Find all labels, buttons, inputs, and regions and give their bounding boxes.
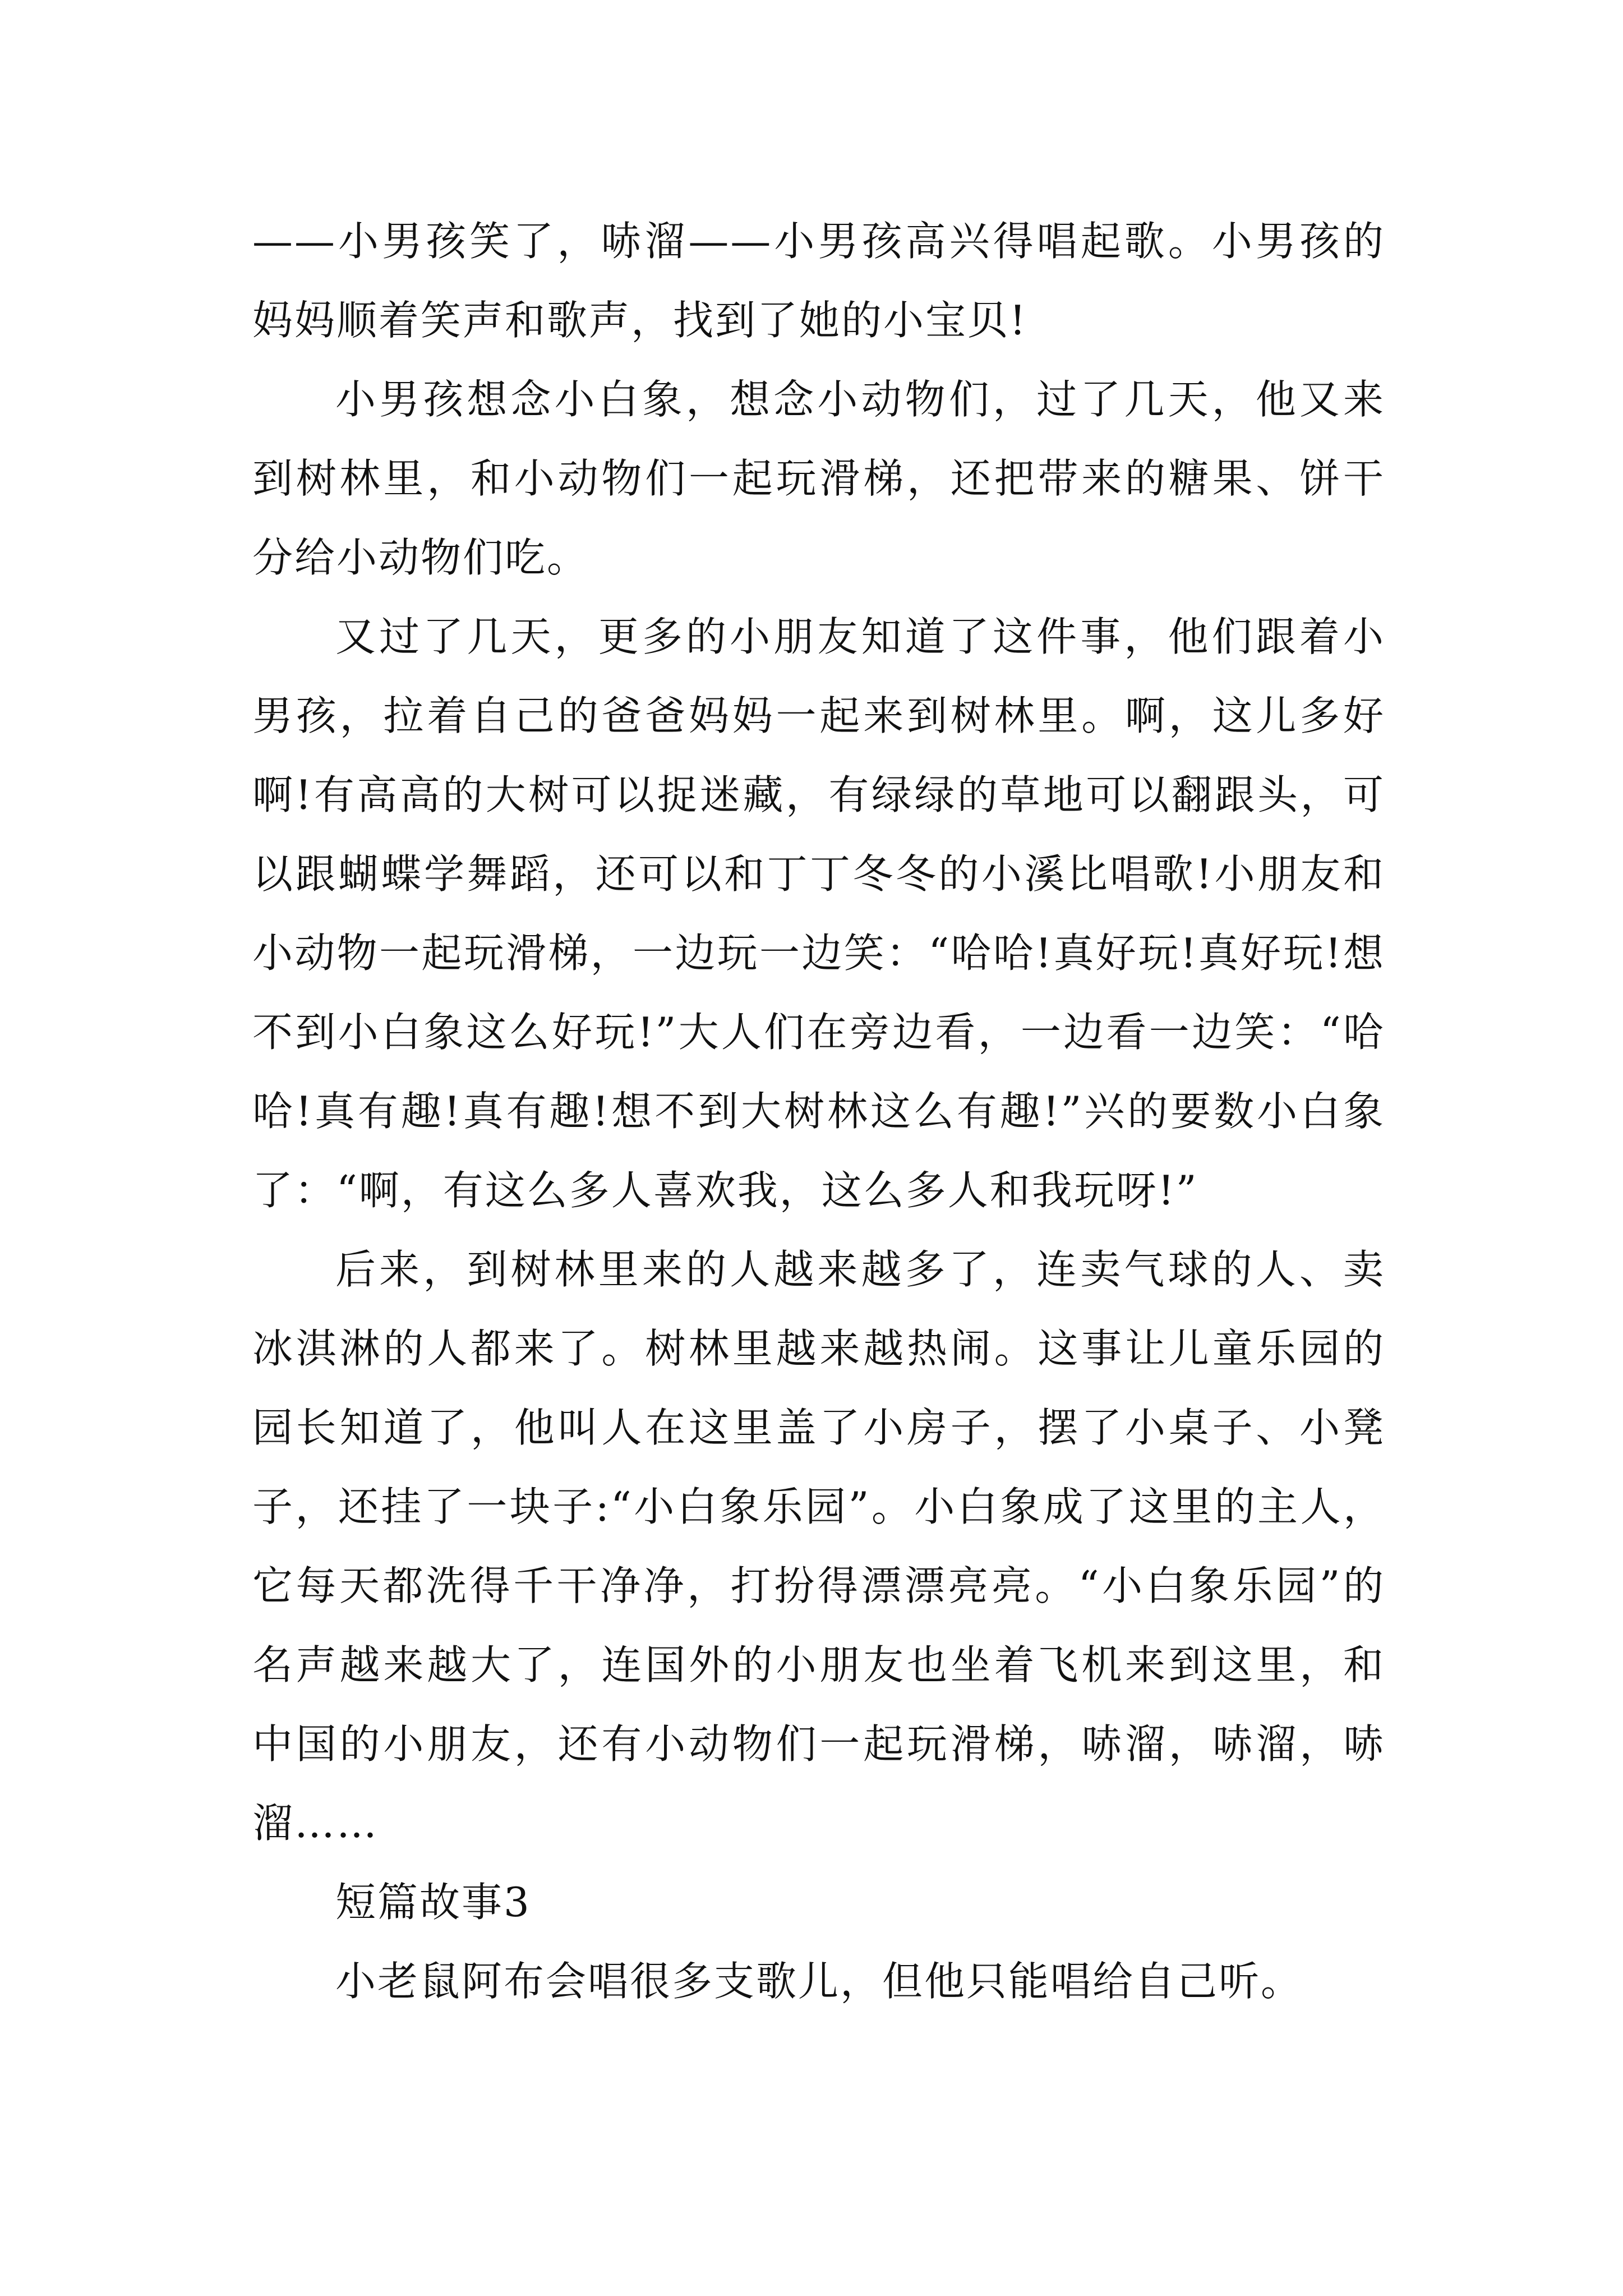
paragraph-4: 后来，到树林里来的人越来越多了，连卖气球的人、卖冰淇淋的人都来了。树林里越来越热闹。这事让儿童乐园的园长知道了，他叫人在这里盖了小房子，摆了小桌子、小凳子，还挂了一块子:“小白象乐园”。小白象成了这里的主人，它每天都洗得千干净净，打扮得漂漂亮亮。“小白象乐园”的名声越来越大了，连国外的小朋友也坐着飞机来到这里，和中国的小朋友，还有小动物们一起玩滑梯，哧溜，哧溜，哧溜…… xyxy=(252,1246,1385,1847)
paragraph-5: 小老鼠阿布会唱很多支歌儿，但他只能唱给自己听。 xyxy=(335,1958,1303,2005)
paragraph-2: 小男孩想念小白象，想念小动物们，过了几天，他又来到树林里，和小动物们一起玩滑梯，还把带来的糖果、饼干分给小动物们吃。 xyxy=(252,376,1385,581)
section-title: 短篇故事3 xyxy=(335,1879,531,1926)
story-text-block xyxy=(252,202,1385,2021)
paragraph-3: 又过了几天，更多的小朋友知道了这件事，他们跟着小男孩，拉着自己的爸爸妈妈一起来到树林里。啊，这儿多好啊!有高高的大树可以捉迷藏，有绿绿的草地可以翻跟头，可以跟蝴蝶学舞蹈，还可以和丁丁冬冬的小溪比唱歌!小朋友和小动物一起玩滑梯，一边玩一边笑：“哈哈!真好玩!真好玩!想不到小白象这么好玩!”大人们在旁边看，一边看一边笑：“哈哈!真有趣!真有趣!想不到大树林这么有趣!”兴的要数小白象了：“啊，有这么多人喜欢我，这么多人和我玩呀!” xyxy=(252,613,1385,1214)
paragraph-1: ——小男孩笑了，哧溜——小男孩高兴得唱起歌。小男孩的妈妈顺着笑声和歌声，找到了她的小宝贝! xyxy=(252,218,1385,344)
